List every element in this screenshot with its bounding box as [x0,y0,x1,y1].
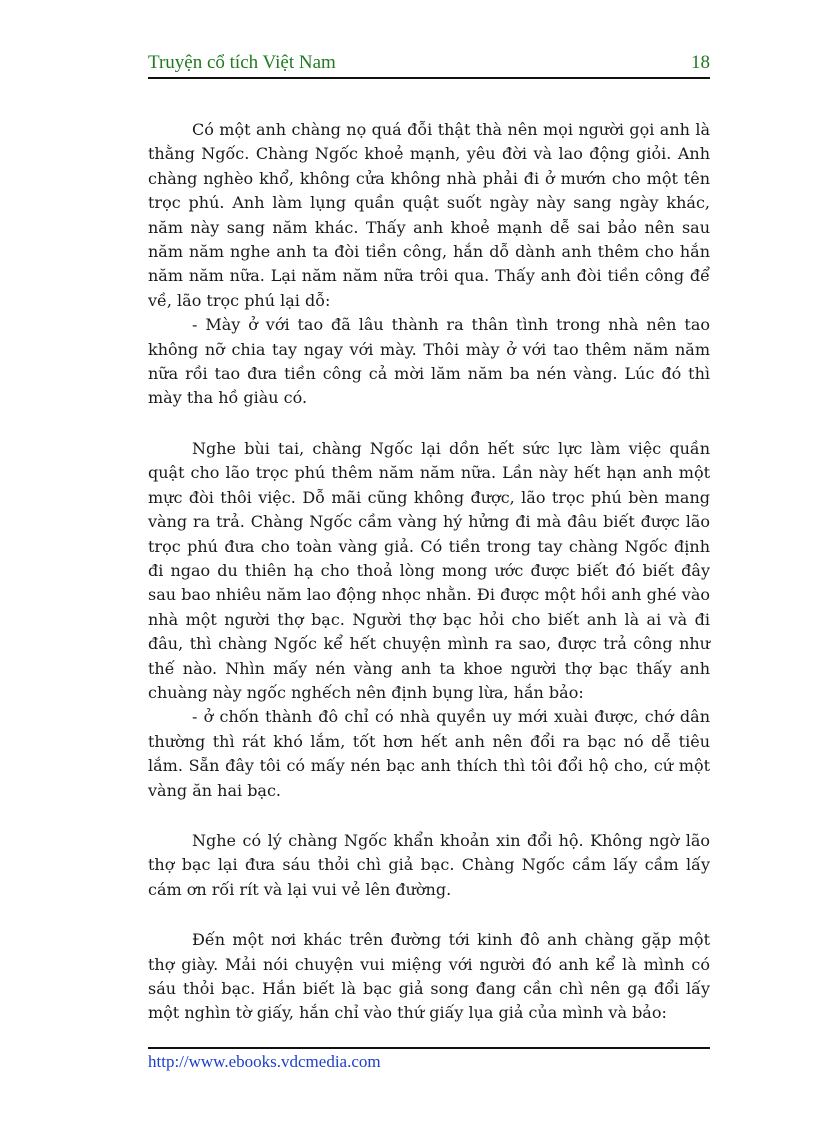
book-title: Truyện cổ tích Việt Nam [148,52,336,73]
paragraph: Nghe có lý chàng Ngốc khẩn khoản xin đổi hộ. Không ngờ lão thợ bạc lại đưa sáu thỏi chì giả bạc. Chàng Ngốc cầm lấy cầm lấy cám ơn rối rít và lại vui vẻ lên đường. [148,830,710,899]
page-number: 18 [691,52,710,73]
footer-link[interactable]: http://www.ebooks.vdcmedia.com [148,1052,381,1071]
paragraph: Nghe bùi tai, chàng Ngốc lại dồn hết sức lực làm việc quần quật cho lão trọc phú thêm năm năm nữa. Lần này hết hạn anh một mực đòi thôi việc. Dỗ mãi cũng không được, lão trọc phú bèn mang vàng ra trả. Chàng Ngốc cầm vàng hý hửng đi mà đâu biết được lão trọc phú đưa cho toàn vàng giả. Có tiền trong tay chàng Ngốc định đi ngao du thiên hạ cho thoả lòng mong ước được biết đó biết đây sau bao nhiêu năm lao động nhọc nhằn. Đi được một hồi anh ghé vào nhà một người thợ bạc. Người thợ bạc hỏi cho biết anh là ai và đi đâu, thì chàng Ngốc kể hết chuyện mình ra sao, được trả công như thế nào. Nhìn mấy nén vàng anh ta khoe người thợ bạc thấy anh chuàng này ngốc nghếch nên định bụng lừa, hắn bảo: [148,438,710,702]
dialogue-paragraph: - ở chốn thành đô chỉ có nhà quyền uy mới xuài được, chớ dân thường thì rát khó lắm, tốt hơn hết anh nên đổi ra bạc nó dễ tiêu lắm. Sẵn đây tôi có mấy nén bạc anh thích thì tôi đổi hộ cho, cứ một vàng ăn hai bạc. [148,707,710,800]
story-body [148,118,710,1026]
dialogue-paragraph: - Mày ở với tao đã lâu thành ra thân tình trong nhà nên tao không nỡ chia tay ngay với mày. Thôi mày ở với tao thêm năm năm nữa rồi tao đưa tiền công cả mời lăm năm ba nén vàng. Lúc đó thì mày tha hồ giàu có. [148,315,710,408]
page-header [148,52,710,78]
header-divider [148,77,710,79]
footer-divider [148,1047,710,1049]
paragraph: Có một anh chàng nọ quá đỗi thật thà nên mọi người gọi anh là thằng Ngốc. Chàng Ngốc khoẻ mạnh, yêu đời và lao động giỏi. Anh chàng nghèo khổ, không cửa không nhà phải đi ở mướn cho một tên trọc phú. Anh làm lụng quần quật suốt ngày này sang ngày khác, năm này sang năm khác. Thấy anh khoẻ mạnh dễ sai bảo nên sau năm năm nghe anh ta đòi tiền công, hắn dỗ dành anh thêm cho hắn năm năm nữa. Lại năm năm nữa trôi qua. Thấy anh đòi tiền công để về, lão trọc phú lại dỗ: [148,120,710,310]
paragraph: Đến một nơi khác trên đường tới kinh đô anh chàng gặp một thợ giày. Mải nói chuyện vui miệng với người đó anh kể là mình có sáu thỏi bạc. Hắn biết là bạc giả song đang cần chì nên gạ đổi lấy một nghìn tờ giấy, hắn chỉ vào thứ giấy lụa giả của mình và bảo: [148,930,710,1023]
